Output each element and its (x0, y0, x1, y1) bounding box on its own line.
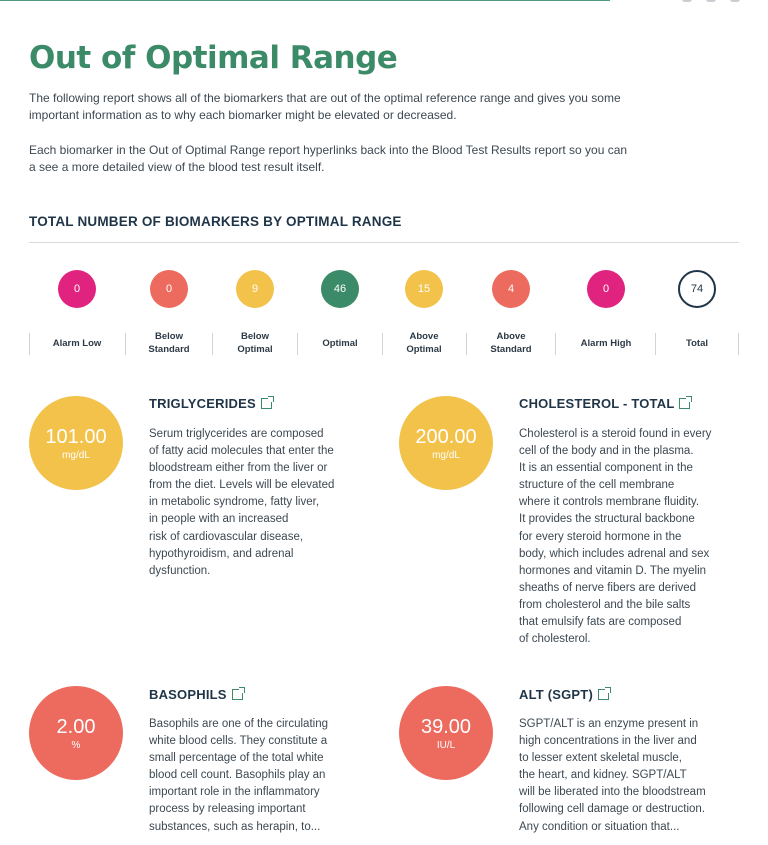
intro-paragraph-2: Each biomarker in the Out of Optimal Range report hyperlinks back into the Blood Test Results report so you can a see a more detailed view of the blood test result itself. (29, 143, 628, 174)
page-title: Out of Optimal Range (29, 40, 398, 76)
biomarker-value: 2.00 (56, 715, 96, 738)
range-summary (29, 270, 739, 360)
biomarker-link[interactable] (149, 687, 243, 702)
range-alarm-high (564, 270, 648, 358)
biomarker-description: Basophils are one of the circulating white blood cells. They constitute a small percentage of the total white blood cell count. Basophils play an important role in the inflammatory process by releasing important substances, such as herapin, to... (149, 718, 328, 833)
range-alarm-low (35, 270, 119, 358)
column-separator (555, 333, 556, 355)
biomarker-value: 101.00 (45, 425, 107, 448)
summary-heading: TOTAL NUMBER OF BIOMARKERS BY OPTIMAL RANGE (29, 214, 402, 229)
biomarker-card-basophils (29, 680, 389, 845)
range-below-optimal (213, 270, 297, 358)
column-separator (466, 333, 467, 355)
count-circle: 15 (405, 270, 443, 308)
biomarker-unit: % (71, 739, 81, 751)
biomarker-card-triglycerides (29, 390, 389, 660)
range-above-standard (469, 270, 553, 358)
biomarker-value: 200.00 (415, 425, 477, 448)
count-circle: 74 (678, 270, 716, 308)
count-circle: 0 (58, 270, 96, 308)
range-label: Above Optimal (406, 331, 442, 355)
range-label: Below Standard (148, 331, 190, 355)
count-circle: 0 (587, 270, 625, 308)
biomarker-name: BASOPHILS (149, 687, 227, 702)
biomarker-unit: IU/L (436, 739, 456, 751)
biomarker-unit: mg/dL (62, 449, 90, 461)
range-label: Above Standard (490, 331, 532, 355)
count-circle: 4 (492, 270, 530, 308)
count-circle: 0 (150, 270, 188, 308)
count-circle: 46 (321, 270, 359, 308)
intro-paragraph-1: The following report shows all of the biomarkers that are out of the optimal reference range and gives you some important information as to why each biomarker might be elevated or decreased. (29, 91, 621, 122)
column-separator (29, 333, 30, 355)
external-link-icon (679, 398, 690, 409)
biomarker-name: ALT (SGPT) (519, 687, 593, 702)
value-bubble (29, 396, 123, 490)
biomarker-description: Cholesterol is a steroid found in every cell of the body and in the plasma. It is an essential component in the structure of the cell membrane where it controls membrane fluidity. It provides the structural backbone for every steroid hormone in the body, which includes adrenal and sex hormones and vitamin D. The myelin sheaths of nerve fibers are derived from cholesterol and the bile salts that emulsify fats are composed of cholesterol. (519, 428, 712, 646)
biomarker-description: SGPT/ALT is an enzyme present in high concentrations in the liver and to lesser extent skeletal muscle, the heart, and kidney. SGPT/ALT will be liberated into the bloodstream following cell damage or destruction. Any condition or situation that... (519, 718, 706, 833)
biomarker-link[interactable] (149, 396, 272, 411)
value-bubble (399, 686, 493, 780)
range-label: Total (686, 337, 708, 349)
top-rule (0, 0, 610, 1)
range-label: Alarm High (580, 337, 632, 349)
external-link-icon (232, 689, 243, 700)
biomarker-card-cholesterol-total (399, 390, 759, 660)
external-link-icon (598, 689, 609, 700)
range-label: Optimal (322, 337, 358, 349)
range-total (655, 270, 739, 358)
biomarker-card-alt-sgpt (399, 680, 759, 845)
value-bubble (29, 686, 123, 780)
value-bubble (399, 396, 493, 490)
column-separator (125, 333, 126, 355)
biomarker-description: Serum triglycerides are composed of fatty acid molecules that enter the bloodstream either from the liver or from the diet. Levels will be elevated in metabolic syndrome, fatty liver, in people with an increased risk of cardiovascular disease, hypothyroidism, and adrenal dysfunction. (149, 428, 335, 577)
external-link-icon (261, 398, 272, 409)
biomarker-unit: mg/dL (432, 449, 460, 461)
summary-divider (29, 242, 739, 243)
range-label: Below Optimal (237, 331, 273, 355)
biomarker-link[interactable] (519, 396, 690, 411)
window-controls (682, 0, 740, 2)
range-optimal (298, 270, 382, 358)
range-below-standard (127, 270, 211, 358)
biomarker-link[interactable] (519, 687, 609, 702)
biomarker-value: 39.00 (420, 715, 472, 738)
biomarker-name: TRIGLYCERIDES (149, 396, 256, 411)
range-label: Alarm Low (52, 337, 102, 349)
biomarker-name: CHOLESTEROL - TOTAL (519, 396, 675, 411)
count-circle: 9 (236, 270, 274, 308)
range-above-optimal (382, 270, 466, 358)
